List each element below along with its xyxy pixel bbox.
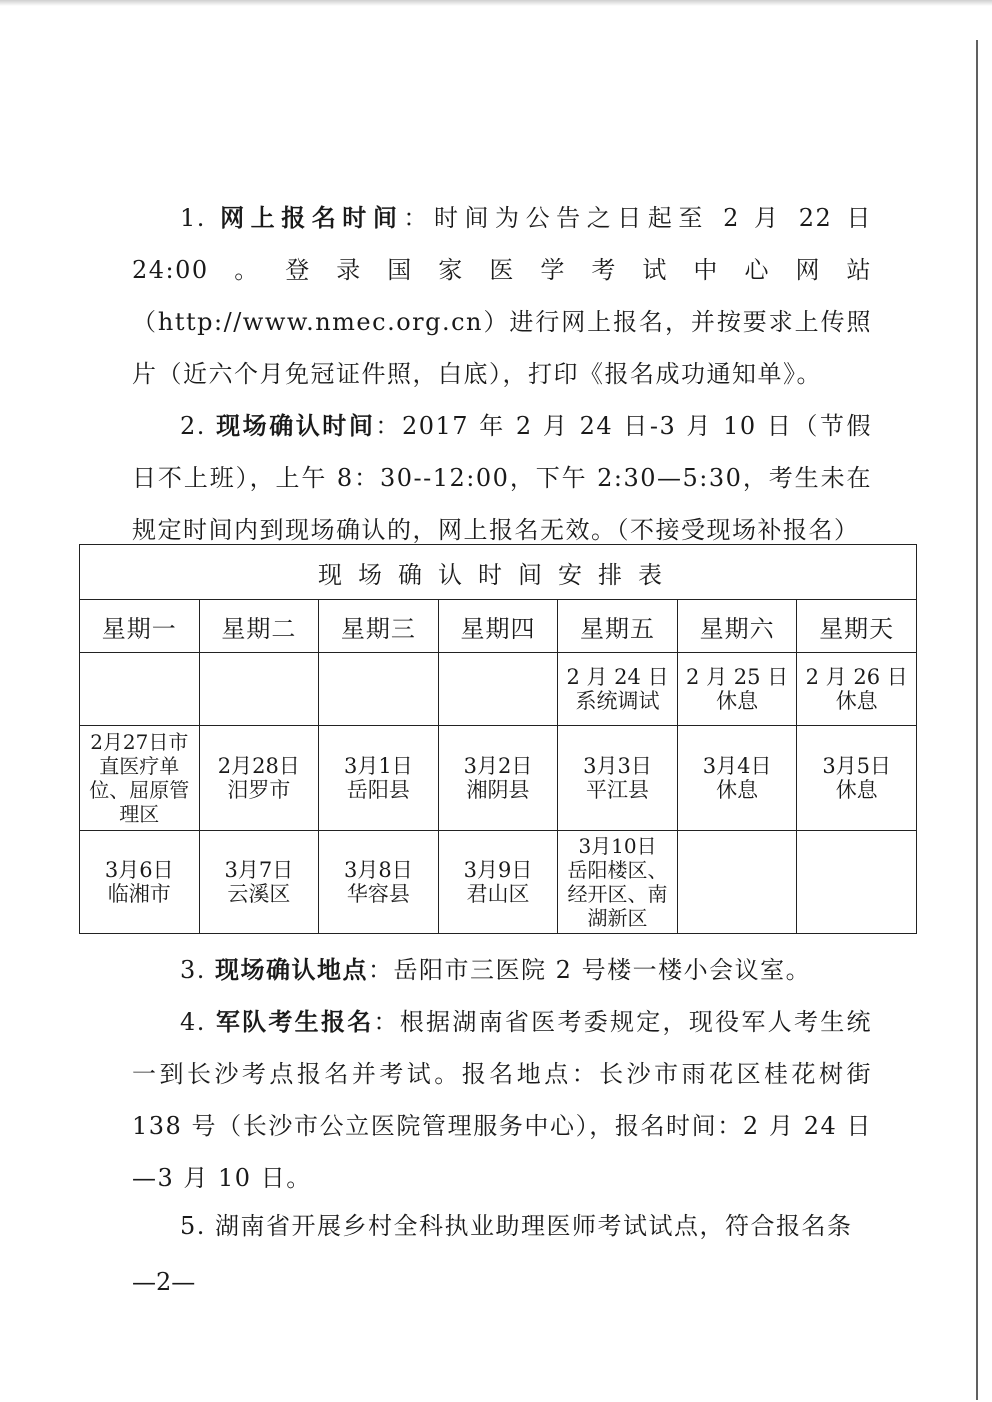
table-cell: 3月6日 临湘市: [80, 831, 200, 934]
item-heading: 现场确认地点: [215, 955, 369, 984]
table-cell: 3月10日 岳阳楼区、 经开区、南 湖新区: [558, 831, 678, 934]
item-text: ：岳阳市三医院 2 号楼一楼小会议室。: [368, 956, 812, 984]
item-number: 2.: [180, 412, 206, 440]
table-cell: 3月1日 岳阳县: [319, 726, 439, 831]
table-row: [80, 653, 917, 726]
page-right-edge: [976, 40, 978, 1400]
header-thursday: 星期四: [438, 600, 558, 653]
header-friday: 星期五: [558, 600, 678, 653]
page-number: —2—: [132, 1268, 196, 1296]
table-cell: 3月2日 湘阴县: [438, 726, 558, 831]
table-row: [80, 831, 917, 934]
table-cell: 2月27日市 直医疗单 位、屈原管 理区: [80, 726, 200, 831]
table-cell: 2 月 24 日 系统调试: [558, 653, 678, 726]
item-text: ：根据湖南省医考委规定，现役军人考生统一到长沙考点报名并考试。报名地点：长沙市雨花区桂花树街 138 号（长沙市公立医院管理服务中心），报名时间：2 月 24 日—3 月 10 日。: [132, 1008, 873, 1192]
item-heading: 军队考生报名: [215, 1007, 374, 1036]
header-saturday: 星期六: [677, 600, 797, 653]
table-cell: 3月5日 休息: [797, 726, 917, 831]
table-cell: [199, 653, 319, 726]
table-cell: 2月28日 汨罗市: [199, 726, 319, 831]
paragraph-rural-pilot: [132, 1200, 872, 1252]
schedule-table: [79, 544, 917, 934]
item-number: 1.: [180, 204, 206, 232]
header-wednesday: 星期三: [319, 600, 439, 653]
table-cell: [319, 653, 439, 726]
page-top-edge: [0, 0, 992, 6]
header-tuesday: 星期二: [199, 600, 319, 653]
table-cell: [80, 653, 200, 726]
table-cell: 3月7日 云溪区: [199, 831, 319, 934]
item-number: 4.: [180, 1008, 206, 1036]
table-row: [80, 726, 917, 831]
table-cell: [797, 831, 917, 934]
item-number: 5.: [180, 1212, 206, 1240]
header-monday: 星期一: [80, 600, 200, 653]
header-sunday: 星期天: [797, 600, 917, 653]
table-cell: [438, 653, 558, 726]
table-cell: 3月8日 华容县: [319, 831, 439, 934]
paragraph-online-registration: [132, 192, 872, 400]
item-number: 3.: [180, 956, 206, 984]
item-text: ：时间为公告之日起至 2 月 22 日 24:00。登录国家医学考试中心网站（http://www.nmec.org.cn）进行网上报名，并按要求上传照片（近六个月免冠证件照，白底），打印《报名成功通知单》。: [132, 204, 872, 388]
item-heading: 网上报名时间: [220, 203, 404, 232]
item-heading: 现场确认时间: [216, 411, 376, 440]
table-cell: 3月3日 平江县: [558, 726, 678, 831]
table-cell: 3月9日 君山区: [438, 831, 558, 934]
paragraph-onsite-confirmation-location: [132, 944, 872, 996]
table-cell: 2 月 26 日 休息: [797, 653, 917, 726]
table-cell: 2 月 25 日 休息: [677, 653, 797, 726]
paragraph-onsite-confirmation-time: [132, 400, 872, 556]
table-cell: [677, 831, 797, 934]
table-cell: 3月4日 休息: [677, 726, 797, 831]
item-text: 湖南省开展乡村全科执业助理医师考试试点，符合报名条: [215, 1212, 853, 1240]
schedule-title: 现场确认时间安排表: [80, 545, 917, 600]
item-text: ：2017 年 2 月 24 日-3 月 10 日（节假日不上班），上午 8：30--12:00，下午 2:30—5:30，考生未在规定时间内到现场确认的，网上报名无效。（不接受现场补报名）: [132, 412, 872, 544]
paragraph-military-registration: [132, 996, 872, 1204]
